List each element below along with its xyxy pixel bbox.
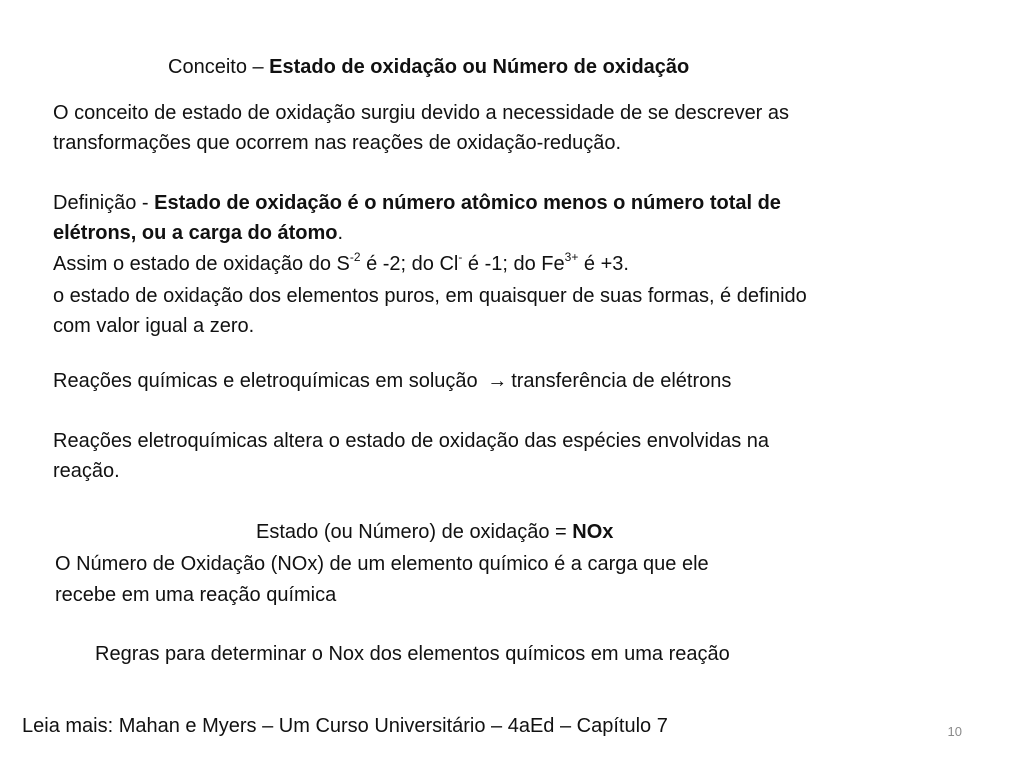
iron-charge: 3+ [564, 250, 579, 265]
slide-title [168, 52, 689, 82]
electrochem-line-2: reação. [53, 460, 120, 482]
examples-text-3: é -1; do Fe [462, 253, 565, 275]
pure-elements-line-1: o estado de oxidação dos elementos puros, em quaisquer de suas formas, é definido [53, 285, 807, 307]
definition-bold-2: elétrons, ou a carga do átomo [53, 222, 338, 244]
page-number: 10 [947, 724, 962, 739]
definition-label: Definição - [53, 192, 155, 214]
definition-line-1 [53, 188, 781, 218]
pure-elements-line-2: com valor igual a zero. [53, 315, 255, 337]
intro-line-2: transformações que ocorrem nas reações de oxidação-redução. [53, 132, 622, 154]
right-arrow-icon: → [487, 370, 508, 392]
nox-def-line-1: O Número de Oxidação (NOx) de um elemento químico é a carga que ele [55, 553, 709, 575]
electrochem-line-1: Reações eletroquímicas altera o estado de oxidação das espécies envolvidas na [53, 430, 769, 452]
nox-title-prefix: Estado (ou Número) de oxidação = [256, 521, 573, 543]
title-prefix: Conceito – [168, 56, 270, 78]
definition-period: . [337, 222, 344, 244]
reactions-right: transferência de elétrons [511, 370, 732, 392]
sulfur-charge: -2 [349, 250, 361, 265]
chlorine-charge: - [458, 250, 463, 265]
definition-line-2 [53, 218, 343, 248]
title-bold: Estado de oxidação ou Número de oxidação [269, 56, 690, 78]
examples-text-2: é -2; do Cl [360, 253, 459, 275]
examples-line [53, 249, 629, 279]
reactions-line [53, 366, 731, 396]
definition-bold-1: Estado de oxidação é o número atômico menos o número total de [154, 192, 781, 214]
nox-def-line-2: recebe em uma reação química [55, 584, 337, 606]
intro-line-1: O conceito de estado de oxidação surgiu devido a necessidade de se descrever as [53, 102, 790, 124]
reactions-left: Reações químicas e eletroquímicas em solução [53, 370, 484, 392]
examples-text-1: Assim o estado de oxidação do S [53, 253, 350, 275]
reference-line: Leia mais: Mahan e Myers – Um Curso Universitário – 4aEd – Capítulo 7 [22, 715, 668, 737]
nox-title [256, 517, 613, 547]
examples-text-4: é +3. [578, 253, 629, 275]
nox-title-bold: NOx [572, 521, 614, 543]
rules-line: Regras para determinar o Nox dos elementos químicos em uma reação [95, 643, 730, 665]
